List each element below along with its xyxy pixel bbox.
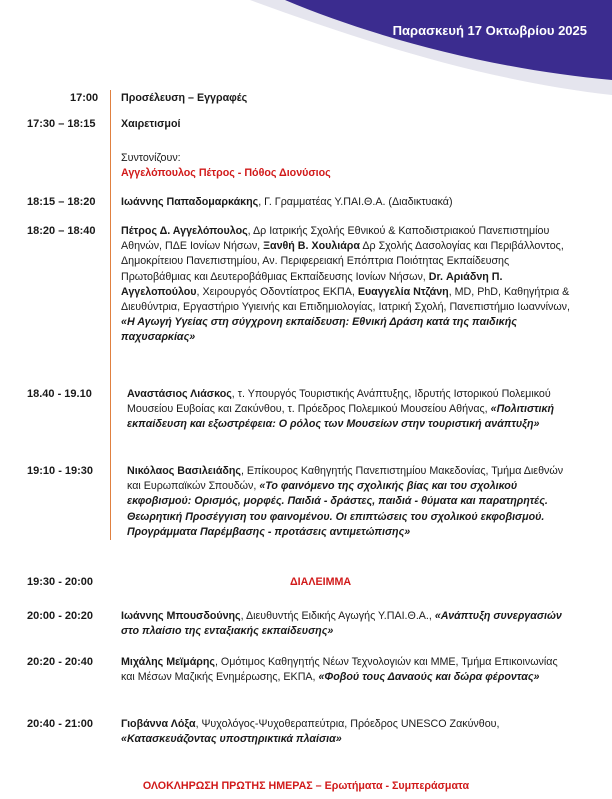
speaker-role: , Επίκουρος Καθηγητής Πανεπιστημίου Μακεδονίας, Τμήμα Διεθνών και Ευρωπαϊκών Σπουδών,	[127, 465, 564, 493]
time-slot: 18.40 - 19.10	[27, 388, 92, 400]
closing-line: ΟΛΟΚΛΗΡΩΣΗ ΠΡΩΤΗΣ ΗΜΕΡΑΣ – Ερωτήματα - Συμπεράσματα	[142, 780, 470, 792]
speaker-name: Dr. Αριάδνη Π. Αγγελοπούλου	[121, 270, 503, 298]
talk-title: «Φοβού τους Δαναούς και δώρα φέροντας»	[318, 671, 540, 684]
talk-title: «Ανάπτυξη συνεργασιών στο πλαίσιο της ενταξιακής εκπαίδευσης»	[121, 610, 562, 638]
time-slot: 17:30 – 18:15	[27, 118, 96, 130]
time-slot: 20:40 - 21:00	[27, 718, 94, 730]
speaker-role: , Γ. Γραμματέας Υ.ΠΑΙ.Θ.Α. (Διαδικτυακά)	[258, 196, 453, 208]
talk-title: «Πολιτιστική εκπαίδευση και εξωστρέφεια: Ο ρόλος των Μουσείων στην τουριστική ανάπτυξη»	[127, 403, 555, 431]
time-slot: 19:10 - 19:30	[27, 465, 94, 477]
agenda-text: Προσέλευση – Εγγραφές	[121, 92, 248, 104]
timeline-divider	[110, 90, 111, 540]
coordinators-names: Αγγελόπουλος Πέτρος - Πόθος Διονύσιος	[121, 167, 331, 179]
speaker-role: , Διευθυντής Ειδικής Αγωγής Υ.ΠΑΙ.Θ.Α.,	[240, 610, 435, 622]
speaker-role: Δρ Σχολής Δασολογίας και Περιβάλλοντος, Δημοκρίτειου Πανεπιστημίου, Αν. Περιφερειακή Επόπτρια Ποιότητας Εκπαίδευσης Πρωτοβάθμιας και Δευτεροβάθμιας Εκπαίδευσης Ιονίων Νήσων,	[121, 240, 564, 283]
agenda-entry	[121, 655, 571, 685]
time-slot: 17:00	[70, 92, 99, 104]
agenda-entry	[127, 464, 567, 540]
speaker-role: , Δρ Ιατρικής Σχολής Εθνικού & Καποδιστριακού Πανεπιστημίου Αθηνών, ΠΔΕ Ιονίων Νήσων,	[121, 225, 550, 253]
time-slot: 19:30 - 20:00	[27, 576, 94, 588]
time-slot: 18:20 – 18:40	[27, 225, 96, 237]
agenda-text: Χαιρετισμοί	[121, 118, 181, 130]
talk-title: «Το φαινόμενο της σχολικής βίας και του σχολικού εκφοβισμού: Ορισμός, μορφές. Παιδιά - δράστες, παιδιά - θύματα και παρατηρητές. Θεωρητική Προσέγγιση του φαινομένου. Οι επιπτώσεις του σχολικού εκφοβισμού. Προγράμματα Παρέμβασης - προτάσεις αντιμετώπισης»	[127, 480, 548, 538]
speaker-name: Ιωάννης Μπουσδούνης	[121, 610, 241, 622]
break-label: ΔΙΑΛΕΙΜΜΑ	[290, 576, 352, 588]
agenda-entry	[121, 609, 571, 639]
time-slot: 18:15 – 18:20	[27, 196, 96, 208]
speaker-name: Νικόλαος Βασιλειάδης	[127, 465, 241, 477]
talk-title: «Η Αγωγή Υγείας στη σύγχρονη εκπαίδευση: Εθνική Δράση κατά της παιδικής παχυσαρκίας»	[121, 316, 517, 344]
speaker-role: , Ψυχολόγος-Ψυχοθεραπεύτρια, Πρόεδρος UNESCO Ζακύνθου,	[195, 718, 500, 730]
speaker-role: , τ. Υπουργός Τουριστικής Ανάπτυξης, Ιδρυτής Ιστορικού Πολεμικού Μουσείου Ευβοίας και Ζακύνθου, τ. Πρόεδρος Πολεμικού Μουσείου Αθήνας,	[127, 388, 551, 416]
speaker-name: Ευαγγελία Ντζάνη	[357, 285, 449, 298]
coordinators-label: Συντονίζουν:	[121, 152, 181, 164]
time-slot: 20:00 - 20:20	[27, 610, 94, 622]
speaker-name: Γιοβάννα Λόξα	[121, 718, 196, 730]
corner-decoration	[0, 0, 612, 135]
speaker-name: Ιωάννης Παπαδομαρκάκης	[121, 196, 259, 208]
speaker-role: , Χειρουργός Οδοντίατρος ΕΚΠΑ,	[196, 285, 358, 298]
speaker-name: Πέτρος Δ. Αγγελόπουλος	[121, 225, 248, 237]
speaker-role: , MD, PhD, Καθηγήτρια & Διευθύντρια, Εργαστήριο Υγιεινής και Επιδημιολογίας, Ιατρική Σχολή, Πανεπιστήμιο Ιωαννίνων,	[121, 285, 570, 314]
talk-title: «Κατασκευάζοντας υποστηρικτικά πλαίσια»	[121, 733, 342, 746]
speaker-name: Ξανθή Β. Χουλιάρα	[263, 240, 360, 253]
speaker-role: , Ομότιμος Καθηγητής Νέων Τεχνολογιών και ΜΜΕ, Τμήμα Επικοινωνίας και Μέσων Μαζικής Ενημέρωσης, ΕΚΠΑ,	[121, 656, 558, 684]
speaker-name: Μιχάλης Μεϊμάρης	[121, 656, 215, 668]
agenda-entry	[127, 387, 567, 433]
time-slot: 20:20 - 20:40	[27, 656, 94, 668]
page-date: Παρασκευή 17 Οκτωβρίου 2025	[392, 23, 587, 38]
agenda-entry	[121, 717, 571, 747]
speaker-name: Αναστάσιος Λιάσκος	[127, 388, 232, 400]
agenda-entry	[121, 224, 571, 346]
agenda-entry	[121, 195, 571, 210]
